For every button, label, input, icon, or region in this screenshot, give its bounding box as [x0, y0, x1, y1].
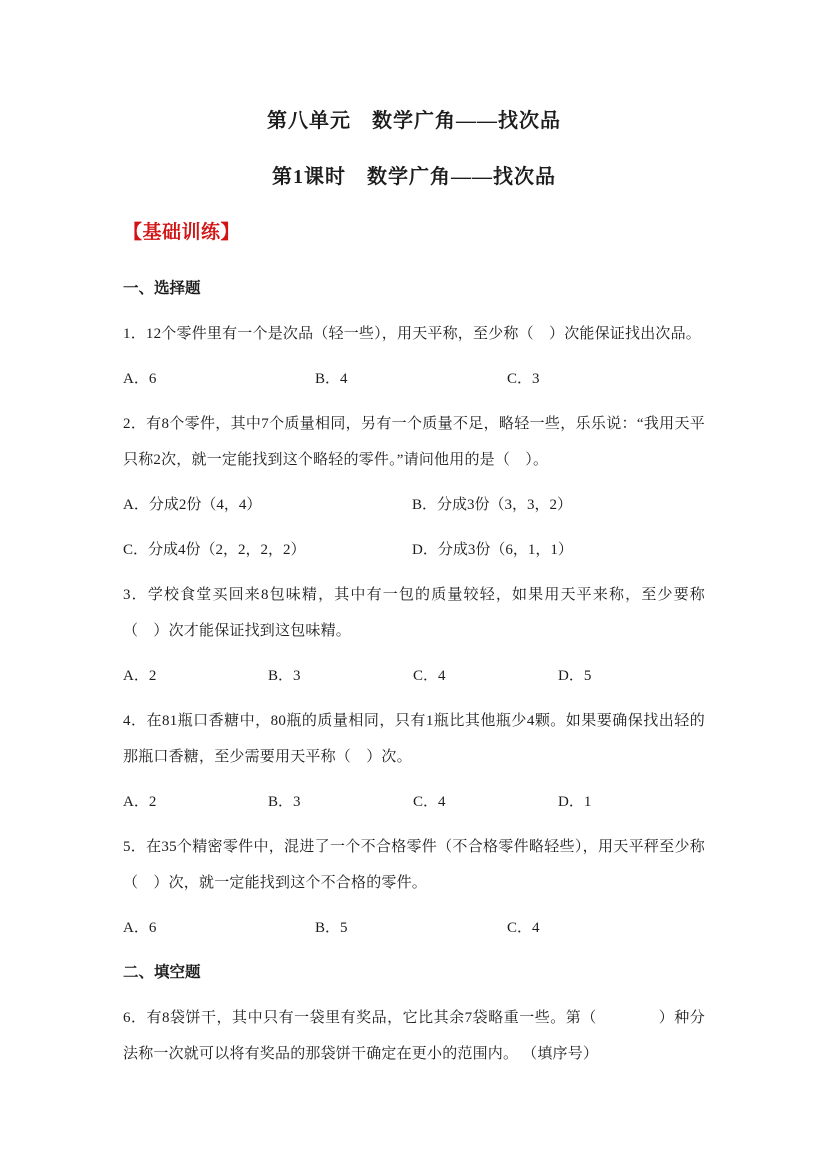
question-1-text: 1．12个零件里有一个是次品（轻一些），用天平称，至少称（ ）次能保证找出次品。 — [123, 326, 702, 342]
question-2-option-b: B．分成3份（3，3，2） — [412, 497, 573, 513]
question-6-text: 6．有8袋饼干，其中只有一袋里有奖品，它比其余7袋略重一些。第（ ）种分法称一次就可以将有奖品的那袋饼干确定在更小的范围内。 （填序号） — [123, 1010, 705, 1062]
question-5-text: 5．在35个精密零件中，混进了一个不合格零件（不合格零件略轻些），用天平秤至少称（ ）次，就一定能找到这个不合格的零件。 — [123, 839, 705, 891]
question-3-option-a: A．2 — [123, 668, 157, 684]
question-2-text: 2．有8个零件，其中7个质量相同，另有一个质量不足，略轻一些，乐乐说：“我用天平只称2次，就一定能找到这个略轻的零件。”请问他用的是（ ）。 — [123, 416, 705, 468]
question-2-option-c: C．分成4份（2，2，2，2） — [123, 542, 306, 558]
question-4-option-c: C．4 — [413, 794, 446, 810]
question-1-option-a: A．6 — [123, 371, 157, 387]
question-4-option-a: A．2 — [123, 794, 157, 810]
section-heading-fill-in-blank: 二、填空题 — [123, 964, 201, 981]
question-5-option-a: A．6 — [123, 920, 157, 936]
section-heading-multiple-choice: 一、选择题 — [123, 280, 201, 297]
question-5-option-c: C．4 — [507, 920, 540, 936]
question-1-option-c: C．3 — [507, 371, 540, 387]
question-5-options — [123, 910, 705, 946]
question-3-option-c: C．4 — [413, 668, 446, 684]
question-4-text: 4．在81瓶口香糖中，80瓶的质量相同，只有1瓶比其他瓶少4颗。如果要确保找出轻的那瓶口香糖，至少需要用天平称（ ）次。 — [123, 713, 705, 765]
question-2-options-row-2 — [123, 532, 705, 568]
question-4-options — [123, 784, 705, 820]
question-3-options — [123, 658, 705, 694]
training-section-label: 【基础训练】 — [123, 222, 241, 243]
lesson-title: 第1课时 数学广角——找次品 — [272, 166, 556, 188]
question-4-option-d: D．1 — [558, 794, 592, 810]
question-1-options — [123, 361, 705, 397]
question-1-option-b: B．4 — [315, 371, 348, 387]
question-4-option-b: B．3 — [268, 794, 301, 810]
unit-title: 第八单元 数学广角——找次品 — [267, 110, 561, 132]
question-2-option-d: D．分成3份（6，1，1） — [412, 542, 573, 558]
question-3-option-d: D．5 — [558, 668, 592, 684]
question-2-options-row-1 — [123, 487, 705, 523]
question-2-option-a: A．分成2份（4，4） — [123, 497, 262, 513]
question-3-text: 3．学校食堂买回来8包味精，其中有一包的质量较轻，如果用天平来称，至少要称（ ）次才能保证找到这包味精。 — [123, 587, 705, 639]
question-5-option-b: B．5 — [315, 920, 348, 936]
question-3-option-b: B．3 — [268, 668, 301, 684]
